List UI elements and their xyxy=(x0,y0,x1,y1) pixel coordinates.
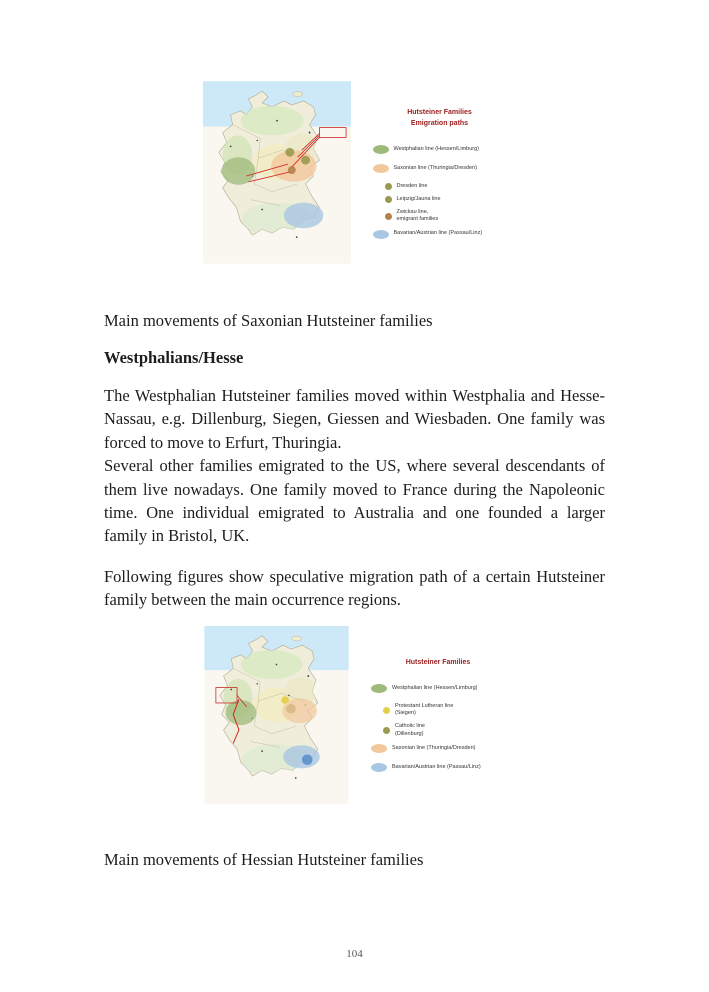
region-saxonian xyxy=(271,150,316,182)
page-number: 104 xyxy=(346,948,363,960)
region-linz-dot xyxy=(302,754,313,765)
legend-label: Dresden line xyxy=(396,183,428,189)
legend-item xyxy=(383,723,505,737)
map-legend-2 xyxy=(371,626,505,782)
legend-swatch-bavarian xyxy=(371,763,387,772)
region-westphalian xyxy=(221,157,255,185)
region-bavarian-austrian xyxy=(283,745,320,768)
legend-swatch-dresden xyxy=(385,183,392,190)
legend-title-line1: Hutsteiner Families xyxy=(405,658,471,666)
figure2-caption: Main movements of Hessian Hutsteiner families xyxy=(104,849,424,869)
legend-label: Leipzig/Jauna line xyxy=(396,196,441,203)
legend-label: Westphalian line (Hessen/Limburg) xyxy=(393,145,479,152)
paragraph-2: Several other families emigrated to the US, where several descendants of them live nowadays. One family moved to France during the Napoleonic time. One individual emigrated to Australia and one founded a larger family in Bristol, UK. xyxy=(104,456,605,546)
map-legend-1 xyxy=(373,80,507,249)
legend-swatch-saxonian xyxy=(373,164,389,173)
legend-swatch-protestant xyxy=(383,707,390,714)
germany-map-svg-2 xyxy=(204,626,349,804)
legend-swatch-saxonian xyxy=(371,744,387,753)
legend-swatch-westphalian xyxy=(373,145,389,154)
region-bavarian-austrian xyxy=(283,203,322,229)
region-leipzig xyxy=(285,148,294,157)
legend-title-line1: Hutsteiner Families xyxy=(407,109,472,116)
figure1-caption: Main movements of Saxonian Hutsteiner families xyxy=(104,311,433,330)
region-saxonian xyxy=(282,698,317,723)
legend-label: Protestant Lutheran line (Siegen) xyxy=(395,703,454,717)
paragraph-1: The Westphalian Hutsteiner families moved within Westphalia and Hesse-Nassau, e.g. Dillenburg, Siegen, Giessen and Wiesbaden. One family was forced to move to Erfurt, Thuringia. xyxy=(104,386,605,452)
region-dresden xyxy=(301,156,310,165)
legend-title-line2: Emigration paths xyxy=(410,119,469,127)
legend-label: Zwickau line, emigrant families xyxy=(396,209,439,223)
germany-map-saxonian xyxy=(203,80,351,265)
legend-item xyxy=(385,209,507,223)
legend-item xyxy=(373,145,507,154)
legend-item xyxy=(371,684,505,693)
legend-item xyxy=(383,703,505,717)
legend-label: Saxonian line (Thuringia/Dresden) xyxy=(393,164,477,171)
region-westphalian xyxy=(226,700,257,725)
legend-item xyxy=(371,744,505,753)
legend-swatch-leipzig xyxy=(385,196,392,203)
legend-label: Bavarian/Austrian line (Passau/Linz) xyxy=(393,230,483,237)
figure-saxonian-map xyxy=(104,80,605,265)
region-zwickau xyxy=(287,166,295,174)
legend-item xyxy=(373,164,507,173)
legend-swatch-catholic xyxy=(383,727,390,734)
legend-title xyxy=(371,658,505,669)
legend-label: Catholic line (Dillenburg) xyxy=(395,723,425,737)
legend-item xyxy=(373,230,507,239)
legend-swatch-zwickau xyxy=(385,213,392,220)
legend-item xyxy=(371,763,505,772)
legend-swatch-westphalian xyxy=(371,684,387,693)
legend-label: Saxonian line (Thuringia/Dresden) xyxy=(392,744,476,751)
legend-label: Bavarian/Austrian line (Passau/Linz) xyxy=(392,763,481,770)
germany-map-svg-1 xyxy=(203,80,351,265)
legend-item xyxy=(385,183,507,190)
section-heading: Westphalians/Hesse xyxy=(104,348,244,367)
legend-item xyxy=(385,196,507,203)
legend-swatch-bavarian xyxy=(373,230,389,239)
paragraph-3: Following figures show speculative migration path of a certain Hutsteiner family between the main occurrence regions. xyxy=(104,566,605,610)
legend-title xyxy=(373,108,507,129)
germany-map-hessian xyxy=(204,626,349,804)
legend-label: Westphalian line (Hessen/Limburg) xyxy=(392,685,478,692)
figure-hessian-map xyxy=(104,626,605,804)
